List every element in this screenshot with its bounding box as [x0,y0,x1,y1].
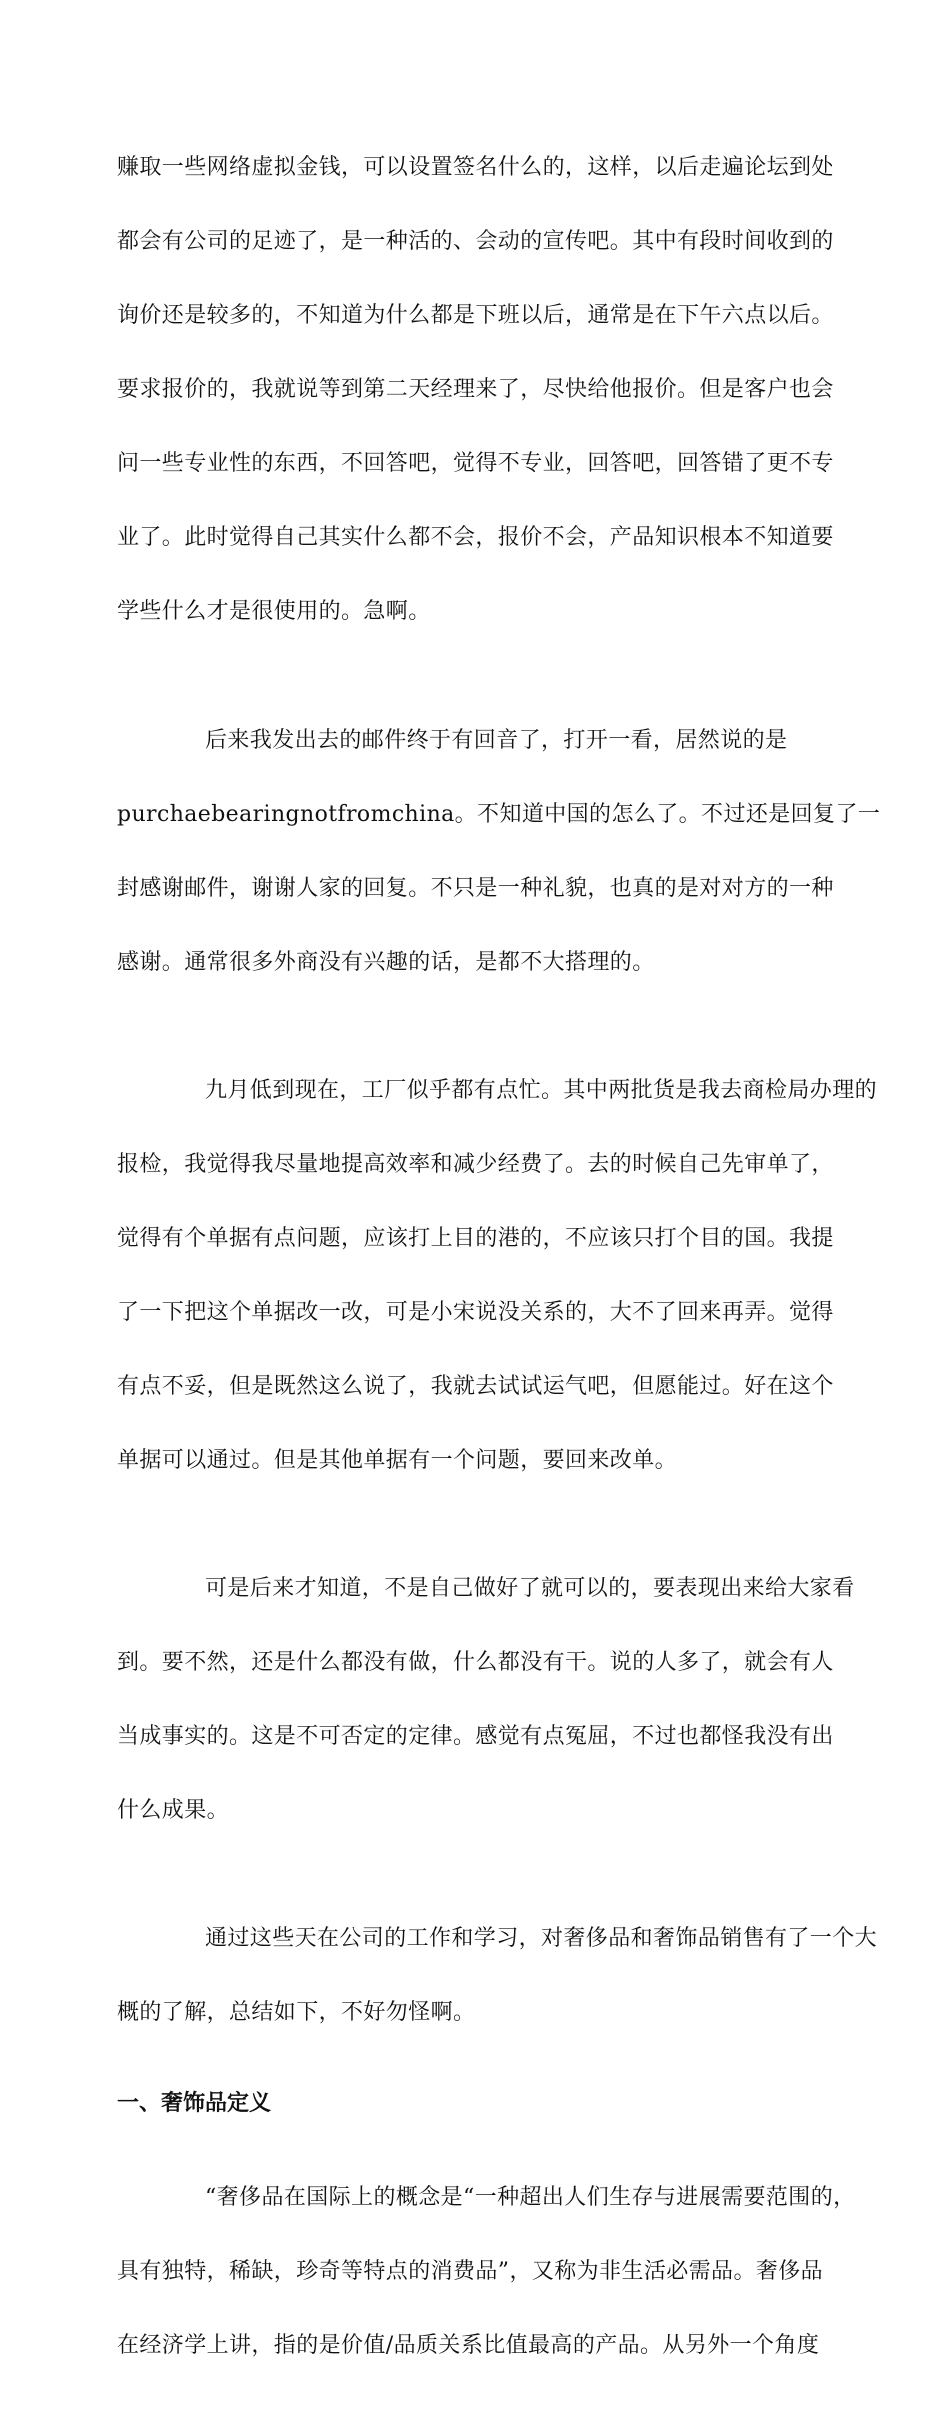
paragraph-definition [117,2142,856,2401]
paragraph-line: 报检，我觉得我尽量地提高效率和减少经费了。去的时候自己先审单了， [117,1152,834,1177]
document-body [117,112,881,2418]
paragraph-line: purchaebearingnotfromchina。不知道中国的怎么了。不过还是回复了一 [117,802,881,827]
paragraph-1 [117,112,833,667]
paragraph-line: 通过这些天在公司的工作和学习，对奢侈品和奢饰品销售有了一个大 [205,1926,878,1951]
paragraph-line: 什么成果。 [117,1798,230,1823]
section-heading: 一、奢饰品定义 [117,2091,272,2116]
paragraph-line: 在经济学上讲，指的是价值/品质关系比值最高的产品。从另外一个角度 [117,2333,820,2358]
paragraph-line: 业了。此时觉得自己其实什么都不会，报价不会，产品知识根本不知道要 [117,525,834,550]
paragraph-line: 有点不妥，但是既然这么说了，我就去试试运气吧，但愿能过。好在这个 [117,1374,834,1399]
paragraph-line: 可是后来才知道，不是自己做好了就可以的，要表现出来给大家看 [205,1576,855,1601]
paragraph-line: 赚取一些网络虚拟金钱，可以设置签名什么的，这样，以后走遍论坛到处 [117,155,834,180]
paragraph-line: 学些什么才是很使用的。急啊。 [117,599,431,624]
paragraph-line: 九月低到现在，工厂似乎都有点忙。其中两批货是我去商检局办理的 [205,1078,878,1103]
paragraph-2 [117,685,881,1018]
paragraph-line: 要求报价的，我就说等到第二天经理来了，尽快给他报价。但是客户也会 [117,377,834,402]
paragraph-line: 觉得有个单据有点问题，应该打上目的港的，不应该只打个目的国。我提 [117,1226,834,1251]
paragraph-4 [117,1533,855,1866]
paragraph-line: 询价还是较多的，不知道为什么都是下班以后，通常是在下午六点以后。 [117,303,834,328]
paragraph-line: 问一些专业性的东西，不回答吧，觉得不专业，回答吧，回答错了更不专 [117,451,834,476]
paragraph-line: 封感谢邮件，谢谢人家的回复。不只是一种礼貌，也真的是对对方的一种 [117,876,834,901]
paragraph-line: 具有独特，稀缺，珍奇等特点的消费品”，又称为非生活必需品。奢侈品 [117,2259,824,2284]
paragraph-line: 后来我发出去的邮件终于有回音了，打开一看，居然说的是 [205,728,788,753]
paragraph-line: 概的了解，总结如下，不好勿怪啊。 [117,2000,476,2025]
paragraph-line: 当成事实的。这是不可否定的定律。感觉有点冤屈，不过也都怪我没有出 [117,1724,834,1749]
paragraph-line: “奢侈品在国际上的概念是“一种超出人们生存与进展需要范围的， [205,2185,856,2210]
paragraph-3 [117,1035,878,1516]
paragraph-line: 单据可以通过。但是其他单据有一个问题，要回来改单。 [117,1448,678,1473]
paragraph-5 [117,1883,878,2068]
paragraph-line: 都会有公司的足迹了，是一种活的、会动的宣传吧。其中有段时间收到的 [117,229,834,254]
paragraph-line: 了一下把这个单据改一改，可是小宋说没关系的，大不了回来再弄。觉得 [117,1300,834,1325]
paragraph-line: 到。要不然，还是什么都没有做，什么都没有干。说的人多了，就会有人 [117,1650,834,1675]
paragraph-line: 感谢。通常很多外商没有兴趣的话，是都不大搭理的。 [117,950,655,975]
